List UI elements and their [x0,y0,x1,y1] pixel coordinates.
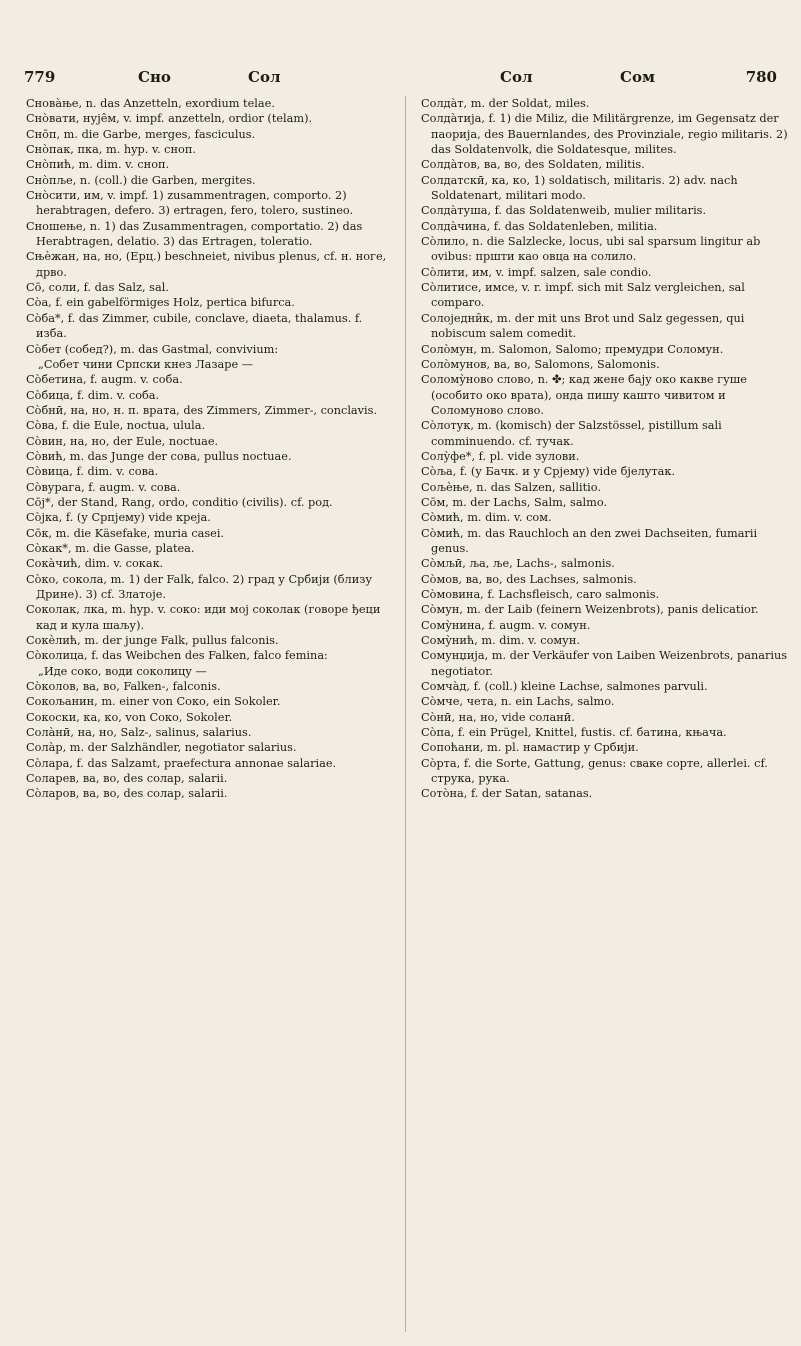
dictionary-entry: Солда̀тушa, f. das Soldatenweib, mulier militaris. [421,204,707,218]
dictionary-entry: Со̀колица, f. das Weibchen des Falken, falco femina: [26,649,328,663]
dictionary-entry: Со̀нӣ, на, но, vide соланӣ. [421,710,575,724]
dictionary-entry: Со̀колов, ва, во, Falken-, falconis. [26,680,221,694]
dictionary-entry: Со̀бнӣ, на, но, н. п. врата, des Zimmers, Zimmer-, conclavis. [26,403,378,417]
dictionary-entry: Сомунџија, m. der Verkäufer von Laiben Weizenbrots, panarius negotiator. [421,649,788,678]
left-column [26,96,394,802]
dictionary-entry: Со̀ко, сокола, m. 1) der Falk, falco. 2) град у Србији (близу Дрине). 3) cf. Златоје. [26,572,373,601]
dictionary-entry: Со̀ларов, ва, во, des солар, salarii. [26,787,228,801]
dictionary-entry: Со̄, соли, f. das Salz, sal. [26,281,169,295]
dictionary-entry: Со̀мун, m. der Laib (feinern Weizenbrots), panis delicatior. [421,603,759,617]
dictionary-entry: Сокољанин, m. einer von Соко, ein Sokoler. [26,695,281,709]
dictionary-entry: Сно̀сити, им, v. impf. 1) zusammentragen, comporto. 2) herabtragen, defero. 3) ertragen, fero, tolero, sustineo. [26,189,354,218]
dictionary-entry: Со̀бет (собед?), m. das Gastmal, convivium: [26,342,279,356]
page-header [20,68,781,94]
dictionary-entry: Соколак, лка, m. hyp. v. соко: иди мој соколак (говоре ђеци кад и кула шаљу). [26,603,381,632]
dictionary-entry: Со̀вурага, f. augm. v. сова. [26,480,181,494]
dictionary-entry: Солому̀ново слово, n. ✤; кад жене бају око какве гуше (особито око врата), онда пишу кашто чивитом и Соломуново слово. [421,373,747,417]
dictionary-entry: Сношење, n. 1) das Zusammentragen, comportatio. 2) das Herabtragen, delatio. 3) das Ertragen, toleratio. [26,219,363,249]
dictionary-entry: Со̀ба*, f. das Zimmer, cubile, conclave, diaeta, thalamus. f. изба. [26,311,363,341]
dictionary-entry: Со̄м, m. der Lachs, Salm, salmo. [421,495,608,509]
dictionary-entry: Сото̀на, f. der Satan, satanas. [421,787,593,801]
dictionary-entry: Со̀лило, n. die Salzlecke, locus, ubi sal sparsum lingitur ab ovibus: пршти као овца на солило. [421,235,761,264]
dictionary-entry: Со̀вица, f. dim. v. сова. [26,465,159,479]
dictionary-entry: Сола̀нӣ, на, но, Salz-, salinus, salarius. [26,726,252,740]
dictionary-entry: Солда̀чина, f. das Soldatenleben, militia. [421,219,658,233]
dictionary-entry: Со̀ва, f. die Eule, noctua, ulula. [26,419,206,433]
dictionary-entry: Со̀лити, им, v. impf. salzen, sale condio. [421,265,652,279]
dictionary-entry: Соло̀мунов, ва, во, Salomons, Salomonis. [421,357,660,371]
dictionary-entry: Со̀мче, чета, n. ein Lachs, salmo. [421,695,615,709]
dictionary-entry: Со̄к, m. die Käsefake, muria casei. [26,526,225,540]
dictionary-entry: Солда̀тов, ва, во, des Soldaten, militis. [421,158,645,172]
dictionary-entry: Сокѐлић, m. der junge Falk, pullus falconis. [26,634,279,648]
dictionary-entry: Со̀лотук, m. (komisch) der Salzstössel, pistillum sali comminuendo. cf. тучак. [421,419,722,448]
dictionary-entry: Со̀вин, на, но, der Eule, noctuae. [26,434,219,448]
dictionary-entry: Сно̀пље, n. (coll.) die Garben, mergites. [26,173,256,187]
column-divider [405,96,406,1332]
dictionary-entry: Сомча̀д, f. (coll.) kleine Lachse, salmones parvuli. [421,680,708,694]
dictionary-entry: Сно̀пић, m. dim. v. сноп. [26,158,170,172]
dictionary-entry: Солу̀фе*, f. pl. vide зулови. [421,449,580,463]
dictionary-entry: „Собет чини Српски кнез Лазаре — [38,357,254,371]
dictionary-entry: Со̀јка, f. (у Српјему) vide креја. [26,511,211,525]
dictionary-entry: Сњѐжан, на, но, (Ерц.) beschneiet, nivibus plenus, cf. н. ноге, дрво. [26,250,387,279]
dictionary-entry: Сно̄п, m. die Garbe, merges, fasciculus. [26,127,256,141]
dictionary-entry: Сокоски, ка, ко, von Соко, Sokoler. [26,710,233,724]
dictionary-entry: Со̀рта, f. die Sorte, Gattung, genus: сваке сорте, allerlei. cf. струка, рука. [421,756,768,786]
dictionary-entry: Со̀как*, m. die Gasse, platea. [26,541,195,555]
dictionary-entry: Солоједни̑к, m. der mit uns Brot und Salz gegessen, qui nobiscum salem comedit. [421,311,745,341]
right-column [421,96,789,802]
dictionary-entry: Со̀па, f. ein Prügel, Knittel, fustis. cf. батина, књача. [421,726,727,740]
dictionary-entry: Со̀мов, ва, во, des Lachses, salmonis. [421,572,637,586]
dictionary-entry: Со̀литисе, имсе, v. r. impf. sich mit Salz vergleichen, sal comparo. [421,281,745,310]
dictionary-entry: Со̀мовина, f. Lachsfleisch, caro salmonis. [421,588,660,601]
dictionary-entry: Со̀бетина, f. augm. v. соба. [26,373,183,387]
dictionary-entry: „Иде соко, води соколицу — [38,664,207,678]
dictionary-entry: Со̀бица, f. dim. v. соба. [26,388,160,402]
dictionary-entry: Сопоћани, m. pl. намастир у Србији. [421,741,639,755]
dictionary-entry: Сому̀нић, m. dim. v. сомун. [421,634,580,648]
dictionary-entry: Соло̀мун, m. Salomon, Salomo; премудри Соломун. [421,342,724,356]
dictionary-entry: Со̀лара, f. das Salzamt, praefectura annonae salariae. [26,756,337,770]
right-page-number: 780 [745,68,777,86]
dictionary-entry: Солда̀тија, f. 1) die Miliz, die Militärgrenze, im Gegensatz der паорија, des Bauernlandes, des Provinziale, regio militaris. 2) das Soldatenvolk, die Soldatesque, milites. [421,112,788,157]
dictionary-entry: Со̀вић, m. das Junge der сова, pullus noctuae. [26,449,292,463]
dictionary-entry: Со̀мић, m. das Rauchloch an den zwei Dachseiten, fumarii genus. [421,526,758,555]
dictionary-entry: Со̀мић, m. dim. v. сом. [421,511,552,525]
dictionary-entry: Сому̀нина, f. augm. v. сомун. [421,618,591,632]
dictionary-entry: Солда̀т, m. der Soldat, miles. [421,97,590,110]
left-guide-word-1: Сно [138,68,171,86]
dictionary-entry: Снова̀ње, n. das Anzetteln, exordium telae. [26,97,275,110]
right-guide-word-1: Сол [500,68,533,86]
dictionary-entry: Солдатскӣ, ка, ко, 1) soldatisch, militaris. 2) adv. nach Soldatenart, militari modo. [421,173,738,203]
dictionary-entry: Со̀мљӣ, ља, ље, Lachs-, salmonis. [421,557,615,571]
dictionary-entry: Сола̀р, m. der Salzhändler, negotiator salarius. [26,741,297,755]
dictionary-entry: Соларев, ва, во, des солар, salarii. [26,772,228,786]
left-page-number: 779 [24,68,56,86]
dictionary-entry: Со̀а, f. ein gabelförmiges Holz, pertica bifurca. [26,296,295,310]
dictionary-entry: Со̄ј*, der Stand, Rang, ordo, conditio (civilis). cf. род. [26,495,333,509]
dictionary-entry: Сока̀чић, dim. v. сокак. [26,557,164,571]
dictionary-entry: Сољѐње, n. das Salzen, sallitio. [421,480,601,494]
dictionary-entry: Сно̀пак, пка, m. hyp. v. сноп. [26,143,196,157]
right-guide-word-2: Сом [620,68,655,86]
dictionary-entry: Со̀ља, f. (у Бачк. и у Срјему) vide бјелутак. [421,465,676,479]
dictionary-entry: Сно̀вати, нује̂м, v. impf. anzetteln, ordior (telam). [26,112,313,126]
left-guide-word-2: Сол [248,68,281,86]
